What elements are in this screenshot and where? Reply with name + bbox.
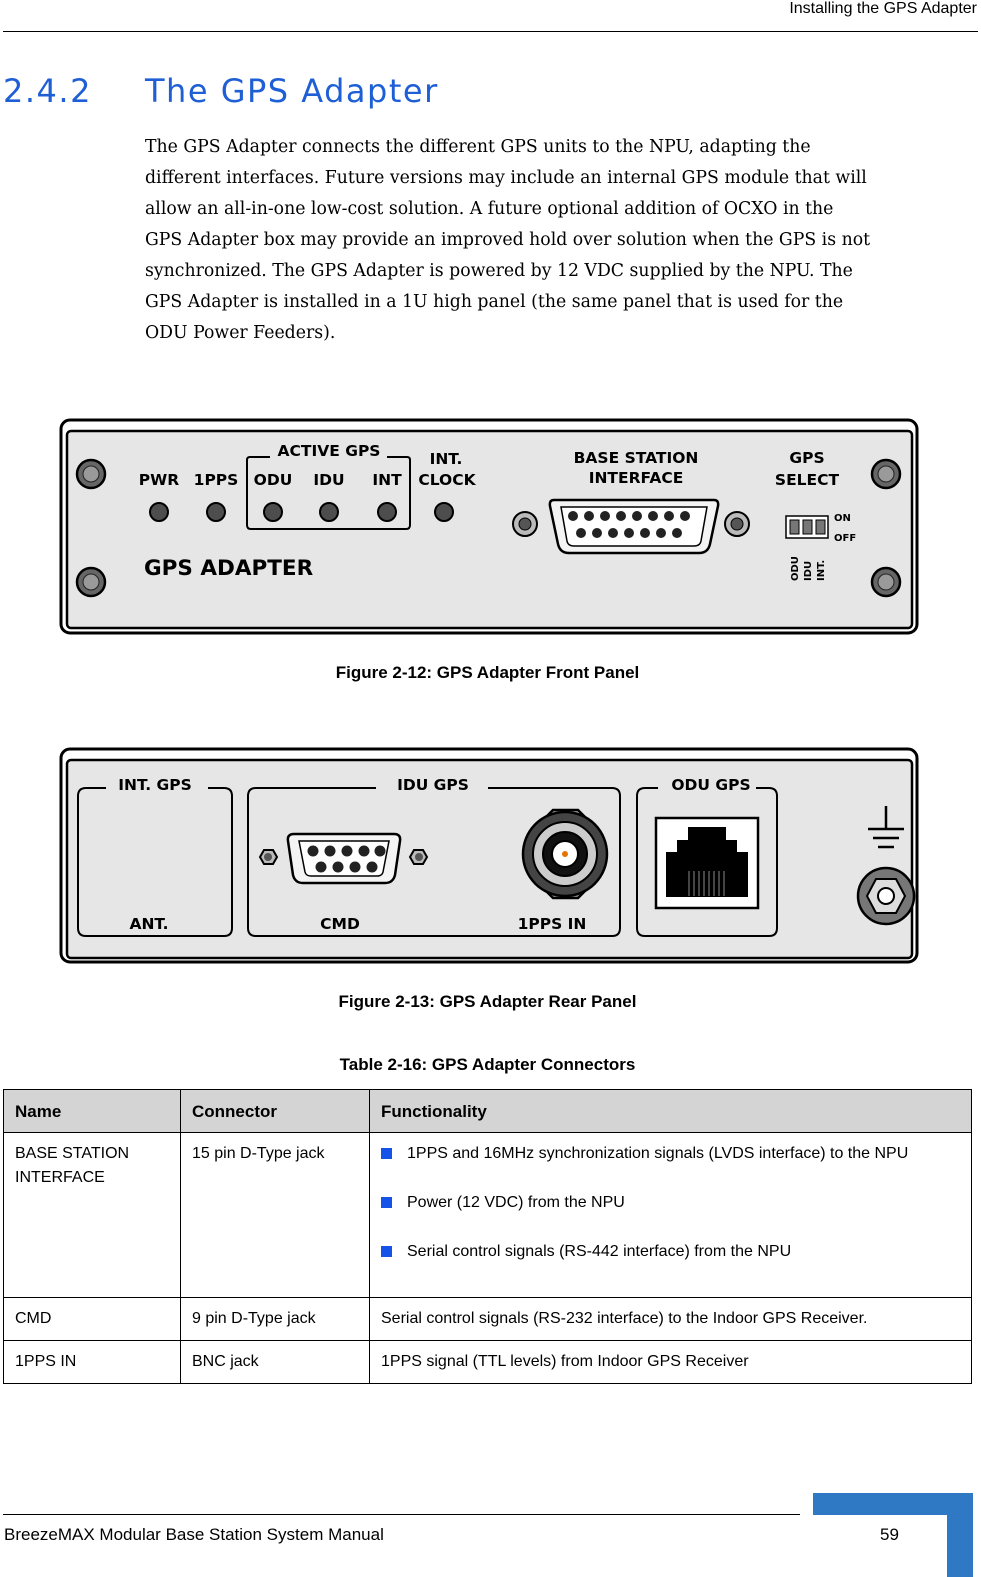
- mounting-screw-icon: [872, 568, 900, 596]
- gps-select-label-1: GPS: [789, 449, 825, 467]
- cmd-label: CMD: [320, 915, 360, 933]
- front-panel-figure: [58, 417, 920, 636]
- cell-functionality: 1PPS signal (TTL levels) from Indoor GPS Receiver: [370, 1341, 972, 1384]
- bullet-square-icon: [381, 1197, 392, 1208]
- body-line: GPS Adapter box may provide an improved hold over solution when the GPS is not: [145, 230, 871, 250]
- cell-name: BASE STATION INTERFACE: [4, 1133, 181, 1298]
- active-gps-label: ACTIVE GPS: [277, 442, 381, 460]
- body-line: different interfaces. Future versions may include an internal GPS module that will: [145, 168, 867, 188]
- cell-connector: 9 pin D-Type jack: [181, 1298, 370, 1341]
- table-row: [4, 1298, 972, 1341]
- front-panel-diagram: [58, 417, 920, 636]
- table-row: [4, 1133, 972, 1298]
- cell-name: 1PPS IN: [4, 1341, 181, 1384]
- footer-manual-title: BreezeMAX Modular Base Station System Manual: [4, 1525, 384, 1544]
- mounting-screw-icon: [872, 460, 900, 488]
- idu-led-icon: [320, 503, 338, 521]
- dip-odu-label: ODU: [790, 556, 801, 581]
- pps-in-label: 1PPS IN: [517, 915, 587, 933]
- connectors-table: [3, 1089, 972, 1384]
- odu-led-label: ODU: [253, 471, 293, 489]
- dip-off-label: OFF: [834, 533, 857, 544]
- idu-led-label: IDU: [313, 471, 345, 489]
- int-led-icon: [378, 503, 396, 521]
- dip-int-label: INT.: [816, 559, 827, 581]
- bullet-item: [381, 1142, 960, 1166]
- bullet-text: 1PPS and 16MHz synchronization signals (LVDS interface) to the NPU: [407, 1145, 909, 1162]
- pps-led-icon: [207, 503, 225, 521]
- int-clock-label-2: CLOCK: [418, 471, 476, 489]
- body-paragraph: [145, 132, 973, 349]
- int-clock-led-icon: [435, 503, 453, 521]
- bullet-text: Power (12 VDC) from the NPU: [407, 1194, 625, 1211]
- rear-panel-diagram: [58, 746, 920, 966]
- cell-functionality: [370, 1133, 972, 1298]
- panel-face: [67, 760, 912, 958]
- body-line: The GPS Adapter connects the different GPS units to the NPU, adapting the: [145, 137, 811, 157]
- bnc-connector-icon: [523, 810, 607, 898]
- body-line: synchronized. The GPS Adapter is powered by 12 VDC supplied by the NPU. The: [145, 261, 853, 281]
- section-heading: [3, 72, 439, 110]
- figure-caption-front: Figure 2-12: GPS Adapter Front Panel: [335, 663, 640, 682]
- table-row: [4, 1341, 972, 1384]
- column-header-name: Name: [4, 1090, 181, 1133]
- int-led-label: INT: [372, 471, 402, 489]
- column-header-functionality: Functionality: [370, 1090, 972, 1133]
- header-rule: [3, 31, 978, 32]
- section-number: 2.4.2: [3, 72, 92, 110]
- panel-title: GPS ADAPTER: [144, 556, 314, 581]
- cell-connector: BNC jack: [181, 1341, 370, 1384]
- mounting-screw-icon: [77, 568, 105, 596]
- bsi-label-2: INTERFACE: [588, 469, 684, 487]
- odu-led-icon: [264, 503, 282, 521]
- dip-idu-label: IDU: [803, 560, 814, 581]
- body-line: ODU Power Feeders).: [145, 323, 336, 343]
- ant-label: ANT.: [129, 915, 169, 933]
- pwr-label: PWR: [138, 471, 180, 489]
- bullet-item: [381, 1191, 960, 1215]
- ground-terminal-icon: [858, 868, 914, 924]
- idu-gps-label: IDU GPS: [397, 776, 469, 794]
- page-number: 59: [880, 1525, 899, 1544]
- int-clock-label-1: INT.: [429, 450, 463, 468]
- body-line: GPS Adapter is installed in a 1U high panel (the same panel that is used for the: [145, 292, 844, 312]
- bullet-square-icon: [381, 1246, 392, 1257]
- rear-panel-figure: [58, 746, 920, 966]
- table-header-row: [4, 1090, 972, 1133]
- page-tab-decoration: [947, 1493, 973, 1577]
- pps-label: 1PPS: [193, 471, 239, 489]
- mounting-screw-icon: [77, 460, 105, 488]
- pwr-led-icon: [150, 503, 168, 521]
- figure-caption-rear: Figure 2-13: GPS Adapter Rear Panel: [338, 992, 637, 1011]
- odu-gps-label: ODU GPS: [671, 776, 751, 794]
- bullet-square-icon: [381, 1148, 392, 1159]
- column-header-connector: Connector: [181, 1090, 370, 1133]
- section-title: The GPS Adapter: [145, 72, 439, 110]
- gps-select-label-2: SELECT: [774, 471, 840, 489]
- cell-connector: 15 pin D-Type jack: [181, 1133, 370, 1298]
- bsi-label-1: BASE STATION: [573, 449, 699, 467]
- table-caption: Table 2-16: GPS Adapter Connectors: [339, 1055, 636, 1074]
- rj45-connector-icon: [656, 818, 758, 908]
- int-gps-label: INT. GPS: [118, 776, 192, 794]
- dip-switch-icon: [786, 516, 828, 538]
- bullet-item: [381, 1240, 960, 1264]
- cell-name: CMD: [4, 1298, 181, 1341]
- dip-on-label: ON: [834, 513, 851, 524]
- body-line: allow an all-in-one low-cost solution. A future optional addition of OCXO in the: [145, 199, 834, 219]
- bullet-text: Serial control signals (RS-442 interface) from the NPU: [407, 1243, 792, 1260]
- cell-functionality: Serial control signals (RS-232 interface) to the Indoor GPS Receiver.: [370, 1298, 972, 1341]
- footer-rule: [3, 1514, 800, 1515]
- running-header: Installing the GPS Adapter: [789, 0, 977, 17]
